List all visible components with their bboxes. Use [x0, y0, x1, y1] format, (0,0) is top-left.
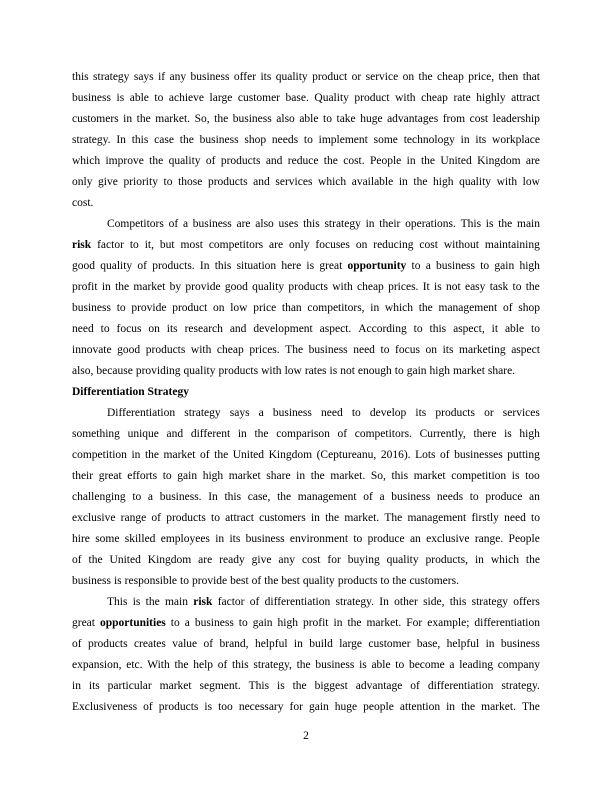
- page-number: 2: [303, 730, 309, 742]
- text-line: of the United Kingdom are ready give any cost for buying quality products, in which the: [72, 554, 540, 566]
- text-line: also, because providing quality products with low rates is not enough to gain high market share.: [72, 365, 516, 377]
- text-line: This is the main risk factor of differentiation strategy. In other side, this strategy offers: [107, 596, 540, 608]
- text-line: customers in the market. So, the business also able to take huge advantages from cost leadership: [72, 113, 540, 125]
- paragraph: [72, 592, 540, 718]
- text-line: this strategy says if any business offer its quality product or service on the cheap price, then that: [72, 71, 540, 83]
- text-line: something unique and different in the comparison of competitors. Currently, there is high: [72, 428, 540, 440]
- text-line: need to focus on its research and development aspect. According to this aspect, it able to: [72, 323, 540, 335]
- paragraph: [72, 214, 540, 382]
- text-line: risk factor to it, but most competitors are only focuses on reducing cost without maintaining: [72, 239, 540, 251]
- text-line: in its particular market segment. This is the biggest advantage of differentiation strategy.: [72, 680, 540, 692]
- text-line: Differentiation strategy says a business need to develop its products or services: [107, 407, 540, 419]
- text-line: exclusive range of products to attract customers in the market. The management firstly need to: [72, 512, 540, 524]
- text-line: business to provide product on low price than competitors, in which the management of shop: [72, 302, 540, 314]
- text-line: hire some skilled employees in its business environment to produce an exclusive range. People: [72, 533, 540, 545]
- section-heading: Differentiation Strategy: [72, 386, 189, 398]
- text-line: of products creates value of brand, helpful in build large customer base, helpful in business: [72, 638, 540, 650]
- text-line: Exclusiveness of products is too necessary for gain huge people attention in the market. The: [72, 701, 540, 713]
- text-line: profit in the market by provide good quality products with cheap prices. It is not easy task to the: [72, 281, 540, 293]
- text-line: expansion, etc. With the help of this strategy, the business is able to become a leading company: [72, 659, 540, 671]
- text-line: good quality of products. In this situation here is great opportunity to a business to gain high: [72, 260, 540, 272]
- text-line: innovate good products with cheap prices. The business need to focus on its marketing aspect: [72, 344, 540, 356]
- text-line: which improve the quality of products and reduce the cost. People in the United Kingdom are: [72, 155, 540, 167]
- text-line: business is able to achieve large customer base. Quality product with cheap rate highly attract: [72, 92, 540, 104]
- text-line: competition in the market of the United Kingdom (Ceptureanu, 2016). Lots of businesses putting: [72, 449, 540, 461]
- text-line: challenging to a business. In this case, the management of a business needs to produce an: [72, 491, 540, 503]
- paragraph: [72, 403, 540, 592]
- text-line: great opportunities to a business to gain high profit in the market. For example; differentiation: [72, 617, 540, 629]
- text-line: cost.: [72, 197, 94, 209]
- text-line: business is responsible to provide best of the best quality products to the customers.: [72, 575, 459, 587]
- text-line: their great efforts to gain high market share in the market. So, this market competition is too: [72, 470, 540, 482]
- text-line: Competitors of a business are also uses this strategy in their operations. This is the main: [107, 218, 540, 230]
- paragraph: [72, 67, 540, 214]
- document-body: [72, 67, 540, 718]
- text-line: only give priority to those products and services which available in the high quality with low: [72, 176, 540, 188]
- text-line: strategy. In this case the business shop needs to implement some technology in its workplace: [72, 134, 540, 146]
